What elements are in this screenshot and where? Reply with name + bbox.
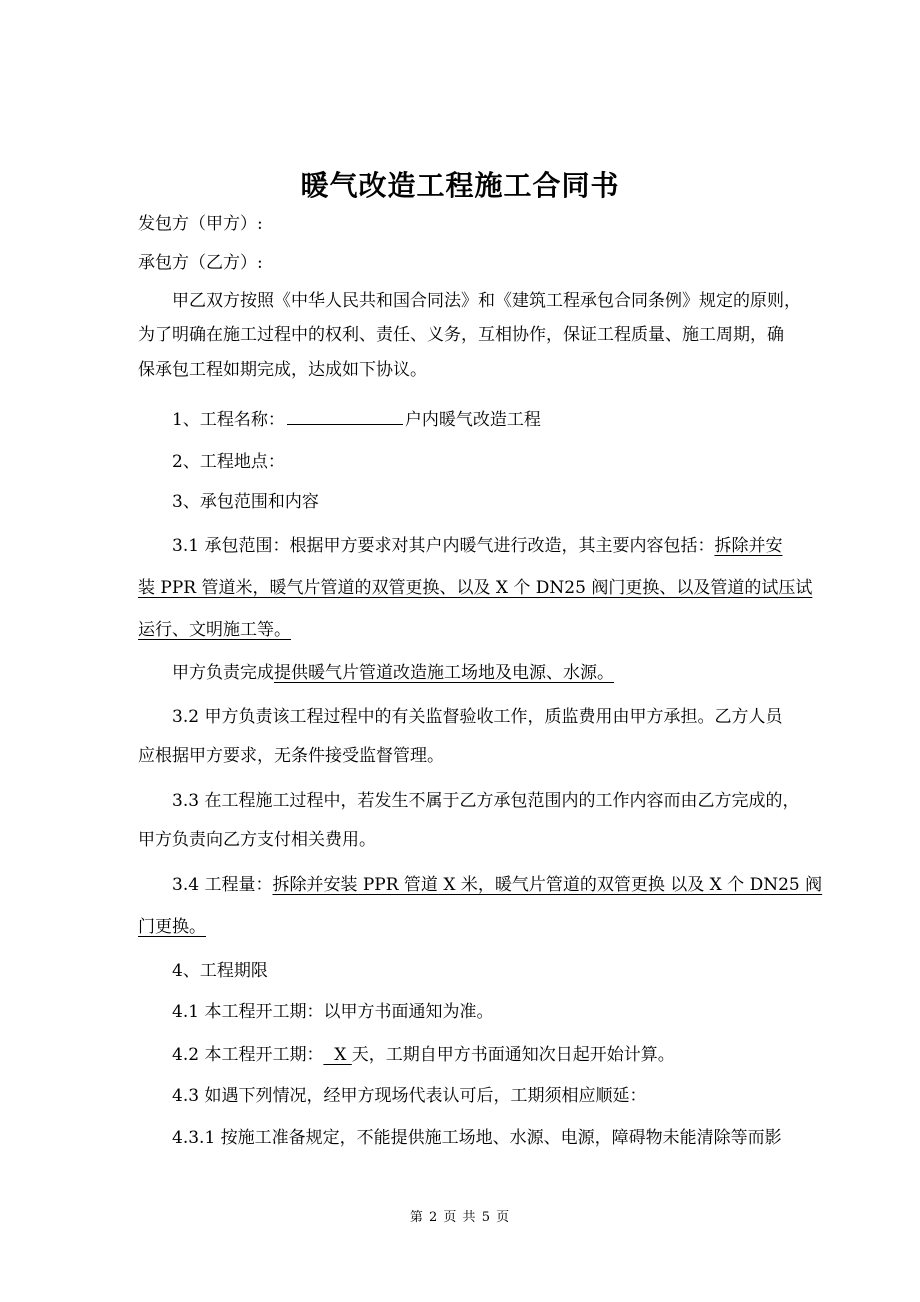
section-3-4-prefix: 3.4 工程量： (172, 875, 273, 895)
section-2-location: 2、工程地点： (172, 452, 285, 472)
intro-line-2: 为了明确在施工过程中的权利、责任、义务，互相协作，保证工程质量、施工周期，确 (138, 325, 784, 345)
section-3-2-line-1: 3.2 甲方负责该工程过程中的有关监督验收工作，质监费用由甲方承担。乙方人员 (172, 707, 783, 727)
section-3-4-underlined: 拆除并安装 PPR 管道 X 米，暖气片管道的双管更换 以及 X 个 DN25 阀 (272, 875, 823, 895)
section-1-project-name (172, 406, 784, 432)
section-4-2-suffix: 天，工期自甲方书面通知次日起开始计算。 (351, 1045, 675, 1065)
party-a-responsibility-underlined: 提供暖气片管道改造施工场地及电源、水源。 (274, 663, 614, 683)
section-4-3: 4.3 如遇下列情况，经甲方现场代表认可后，工期须相应顺延： (172, 1086, 647, 1106)
project-name-blank (287, 406, 403, 425)
section-3-4-line-2: 门更换。 (138, 917, 206, 937)
section-3-1-underlined-start: 拆除并安 (714, 536, 783, 556)
intro-line-3: 保承包工程如期完成，达成如下协议。 (138, 360, 427, 380)
section-3-heading: 3、承包范围和内容 (172, 492, 319, 512)
section-4-1: 4.1 本工程开工期：以甲方书面通知为准。 (172, 1002, 494, 1022)
section-3-1-line-2: 装 PPR 管道米，暖气片管道的双管更换、以及 X 个 DN25 阀门更换、以及管道的试压试 (138, 578, 813, 598)
intro-line-1: 甲乙双方按照《中华人民共和国合同法》和《建筑工程承包合同条例》规定的原则， (172, 291, 801, 311)
section-4-3-1: 4.3.1 按施工准备规定，不能提供施工场地、水源、电源，障碍物未能清除等而影 (172, 1128, 782, 1148)
section-4-heading: 4、工程期限 (172, 961, 268, 981)
section-4-2-days-value: X (323, 1045, 352, 1065)
party-a-responsibility-prefix: 甲方负责完成 (172, 663, 274, 683)
section-1-value: 户内暖气改造工程 (404, 410, 541, 430)
section-3-1-line-1 (172, 535, 784, 558)
section-3-1-line-3: 运行、文明施工等。 (138, 620, 291, 640)
section-4-2 (172, 1044, 784, 1067)
section-3-4-line-1 (172, 874, 823, 897)
section-3-3-line-2: 甲方负责向乙方支付相关费用。 (138, 830, 376, 850)
party-a-line: 发包方（甲方）: (138, 214, 263, 234)
section-3-3-line-1: 3.3 在工程施工过程中，若发生不属于乙方承包范围内的工作内容而由乙方完成的， (172, 791, 800, 811)
section-3-2-line-2: 应根据甲方要求，无条件接受监督管理。 (138, 746, 444, 766)
page-footer: 第 2 页 共 5 页 (409, 1210, 511, 1225)
section-4-2-prefix: 4.2 本工程开工期： (172, 1045, 324, 1065)
section-1-label: 1、工程名称： (172, 410, 285, 430)
document-title: 暖气改造工程施工合同书 (300, 169, 620, 202)
party-a-responsibility (172, 662, 784, 685)
section-3-1-prefix: 3.1 承包范围：根据甲方要求对其户内暖气进行改造，其主要内容包括： (172, 536, 715, 556)
party-b-line: 承包方（乙方）: (138, 253, 263, 273)
